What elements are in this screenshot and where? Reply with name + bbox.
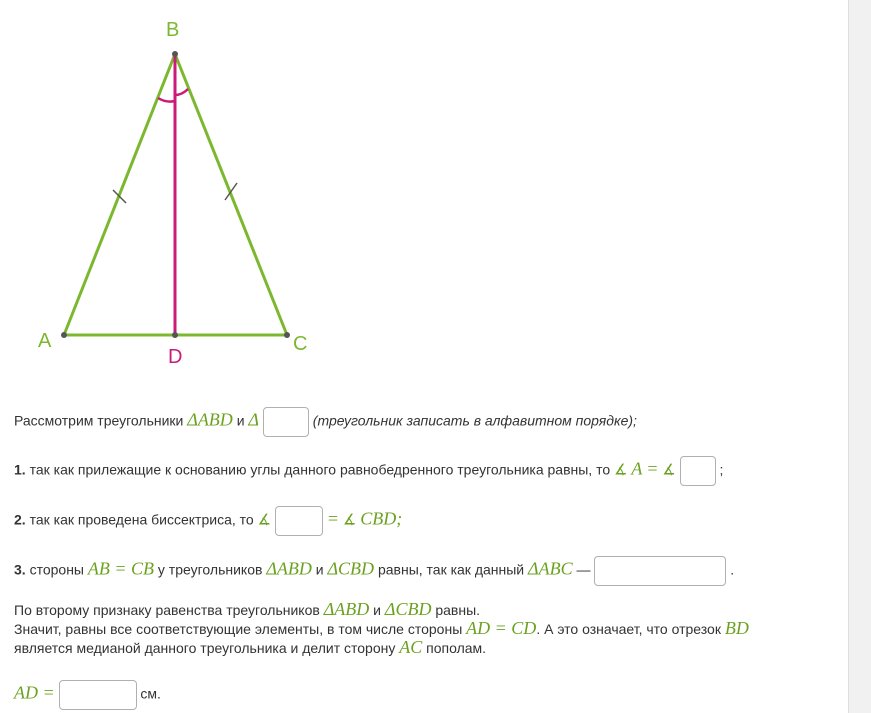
step-3-number: 3. [14,561,26,578]
point-a [61,332,67,338]
step-3-and: и [311,561,328,578]
ad-equals-cd: AD = CD [466,618,537,638]
conclusion-text-1b: равны. [431,602,481,618]
label-a: A [38,330,52,352]
step-3-end: . [730,561,735,578]
step-3-text-1: стороны [25,561,88,578]
label-c: C [293,333,308,355]
angle-cbd: CBD [360,508,397,529]
ad-label: AD = [14,682,55,703]
conclusion-line-2 [14,619,749,638]
conclusion-text-3: является медианой данного треугольника и делит сторону [14,640,400,656]
step-2-number: 2. [14,511,26,528]
angle-arc-right [175,89,188,95]
sides-equality: AB = CB [87,558,155,579]
conclusion-text-2: Значит, равны все соответствующие элементы, в том числе стороны [14,621,467,637]
ad-length-input[interactable] [59,680,137,710]
step-3-line [14,556,734,586]
angle-icon: ∡ [614,460,628,479]
scrollbar[interactable] [848,0,871,713]
step-3-dash: — [572,561,591,578]
answer-line [14,680,161,710]
angle-arc-left [158,98,175,102]
point-b [172,51,178,57]
angle-icon: ∡ [342,510,357,529]
step-3-text-3: равны, так как данный [374,561,529,578]
point-c [284,332,290,338]
side-ab [64,54,175,335]
step-2-end: ; [396,508,403,529]
conclusion-line-3 [14,638,486,657]
conclusion-text-3b: пополам. [422,640,487,656]
conclusion-text-1: По второму признаку равенства треугольников [14,602,324,618]
triangle-type-input[interactable] [594,556,726,586]
conclusion-text-2b: . А это означает, что отрезок [536,621,725,637]
alphabetical-hint: (треугольник записать в алфавитном порядке); [312,412,637,429]
step-2-line [14,506,402,536]
triangle-abc: ΔABC [528,558,573,579]
angle-input-1[interactable] [680,456,716,486]
triangle-abd: ΔABD [266,558,312,579]
step-3-text-2: у треугольников [154,561,267,578]
step-1-line [14,456,723,486]
intro-text: Рассмотрим треугольники [14,412,188,429]
angle-a: A [631,458,643,479]
angle-icon: ∡ [662,460,676,479]
intro-line [14,407,637,437]
step-1-number: 1. [14,461,26,478]
triangle-cbd: ΔCBD [384,599,432,619]
segment-bd: BD [724,618,749,638]
equals-sign: = [326,508,339,529]
side-ac-label: AC [399,637,423,657]
triangle-name-input[interactable] [263,407,309,437]
unit-cm: см. [140,685,161,702]
intro-and: и [236,412,249,429]
label-b: B [166,19,180,41]
step-1-text: так как прилежащие к основанию углы данного равнобедренного треугольника равны, то [25,461,615,478]
equals-sign: = [646,458,659,479]
delta-symbol: Δ [248,409,259,430]
conclusion-and: и [369,602,385,618]
conclusion-line-1 [14,600,480,619]
side-bc [175,54,287,335]
triangle-figure [0,0,340,380]
step-2-text: так как проведена биссектриса, то [25,511,258,528]
triangle-abd: ΔABD [187,409,233,430]
point-d [172,332,178,338]
label-d: D [168,346,183,368]
triangle-cbd: ΔCBD [327,558,375,579]
triangle-abd: ΔABD [323,599,370,619]
angle-input-2[interactable] [275,506,323,536]
step-1-end: ; [719,461,724,478]
angle-icon: ∡ [257,510,272,529]
